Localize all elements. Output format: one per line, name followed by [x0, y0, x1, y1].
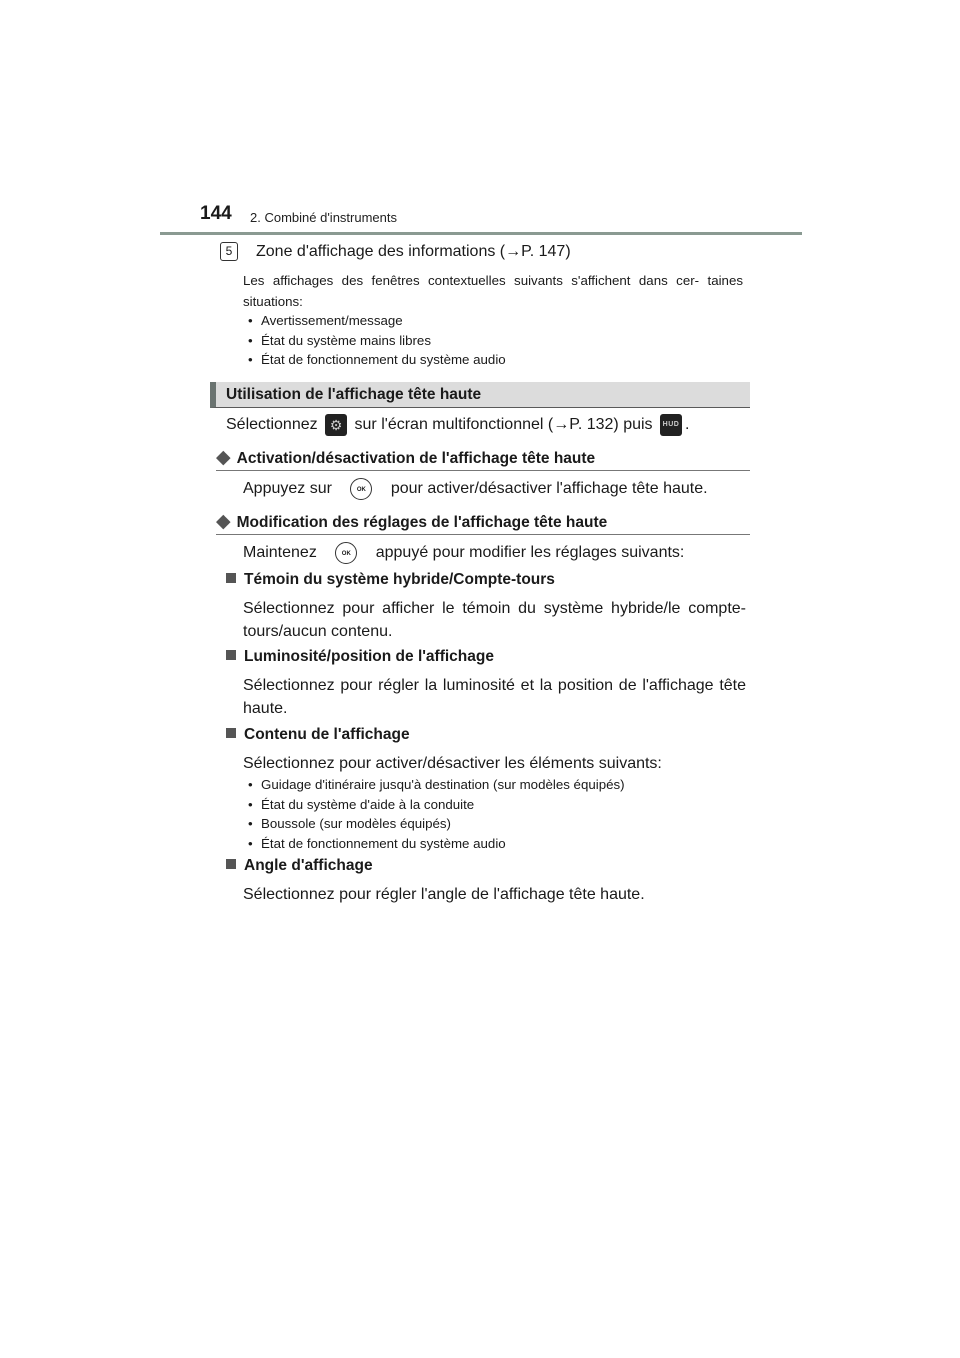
instruction-text: pour activer/désactiver l'affichage tête haute.: [390, 480, 708, 498]
intro-text: .: [685, 416, 690, 434]
instruction-text: Maintenez: [243, 544, 317, 562]
item-number-badge: 5: [220, 242, 238, 261]
section-title: Utilisation de l'affichage tête haute: [226, 386, 482, 403]
list-item: • État du système d'aide à la conduite: [248, 795, 625, 815]
ok-button-icon: OK: [335, 542, 357, 564]
gear-icon: ⚙: [325, 414, 347, 436]
diamond-icon: ◆: [216, 447, 231, 468]
setting-heading-text: Luminosité/position de l'affichage: [244, 648, 494, 665]
list-item: • État de fonctionnement du système audio: [248, 834, 625, 854]
subsection-heading: [216, 446, 595, 469]
modification-instruction: [243, 542, 684, 564]
square-bullet-icon: [226, 728, 236, 738]
list-item: • Boussole (sur modèles équipés): [248, 814, 625, 834]
chapter-title: 2. Combiné d'instruments: [250, 210, 397, 225]
popup-list: [248, 311, 506, 370]
list-item: • Avertissement/message: [248, 311, 506, 331]
intro-text: sur l'écran multifonctionnel (→P. 132) puis: [354, 416, 653, 434]
hud-icon: HUD: [660, 414, 682, 436]
diamond-icon: ◆: [216, 511, 231, 532]
header-divider: [160, 232, 802, 235]
ok-button-icon: OK: [350, 478, 372, 500]
display-content-list: [248, 775, 625, 853]
list-item: • État de fonctionnement du système audio: [248, 350, 506, 370]
setting-heading: [226, 857, 373, 875]
setting-heading-text: Contenu de l'affichage: [244, 726, 410, 743]
subsection-heading-text: Activation/désactivation de l'affichage tête haute: [236, 450, 596, 467]
setting-heading-text: Angle d'affichage: [244, 857, 373, 874]
subsection-divider: [216, 534, 750, 535]
page-number: 144: [200, 203, 232, 224]
subsection-heading-text: Modification des réglages de l'affichage tête haute: [236, 514, 608, 531]
setting-heading: [226, 726, 410, 744]
subsection-heading: [216, 510, 607, 533]
item-title: Zone d'affichage des informations (→P. 147): [256, 243, 571, 260]
instruction-text: Appuyez sur: [243, 480, 332, 498]
setting-heading: [226, 571, 555, 589]
subsection-divider: [216, 470, 750, 471]
section-intro: [226, 414, 689, 436]
setting-description: Sélectionnez pour activer/désactiver les éléments suivants:: [243, 755, 662, 772]
activation-instruction: [243, 478, 708, 500]
square-bullet-icon: [226, 859, 236, 869]
setting-heading-text: Témoin du système hybride/Compte-tours: [244, 571, 555, 588]
instruction-text: appuyé pour modifier les réglages suivants:: [375, 544, 685, 562]
setting-heading: [226, 648, 494, 666]
list-item: • Guidage d'itinéraire jusqu'à destination (sur modèles équipés): [248, 775, 625, 795]
setting-description: Sélectionnez pour régler la luminosité et la position de l'affichage tête haute.: [243, 677, 746, 717]
item-description: Les affichages des fenêtres contextuelles suivants s'affichent dans cer- taines situations:: [243, 273, 743, 309]
square-bullet-icon: [226, 650, 236, 660]
intro-text: Sélectionnez: [226, 416, 318, 434]
setting-description: Sélectionnez pour régler l'angle de l'affichage tête haute.: [243, 886, 645, 903]
square-bullet-icon: [226, 573, 236, 583]
setting-description: Sélectionnez pour afficher le témoin du système hybride/le compte- tours/aucun contenu.: [243, 600, 746, 640]
list-item: • État du système mains libres: [248, 331, 506, 351]
